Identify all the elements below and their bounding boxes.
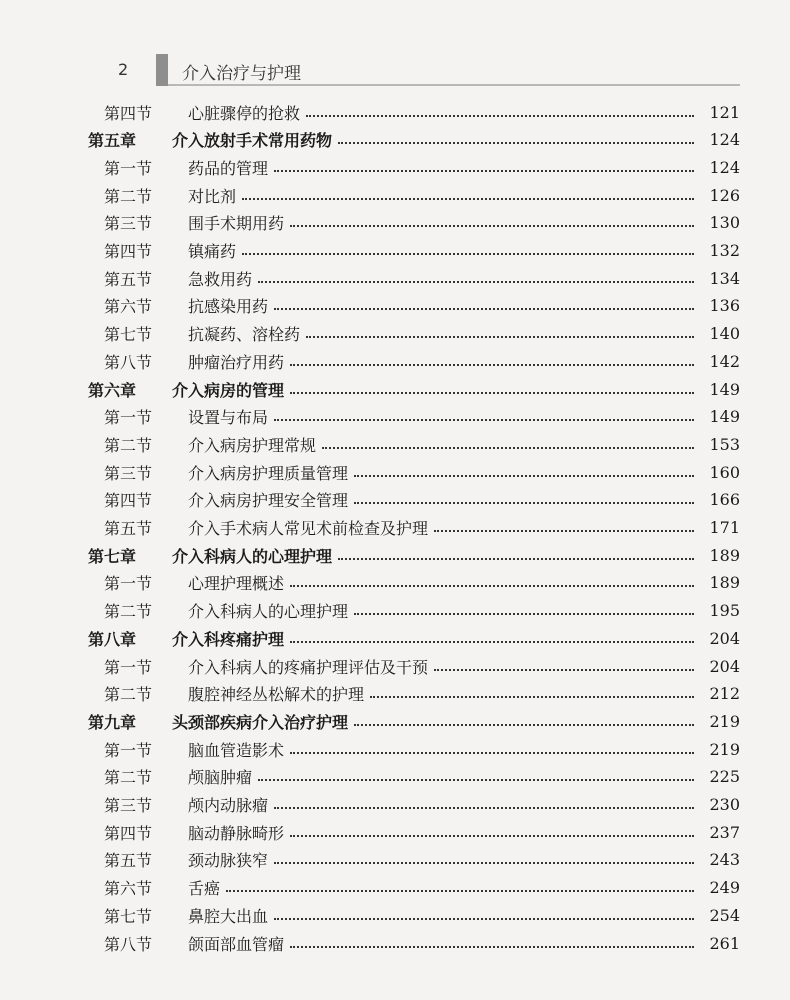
toc-entry-title: 介入手术病人常见术前检查及护理 bbox=[188, 519, 429, 538]
toc-entry-number: 第五节 bbox=[104, 269, 153, 289]
toc-entry-title: 舌癌 bbox=[188, 879, 221, 899]
dot-leader bbox=[290, 224, 694, 227]
toc-entry-number: 第一节 bbox=[104, 740, 153, 760]
toc-entry-number: 第六章 bbox=[88, 380, 137, 400]
toc-entry-page: 166 bbox=[709, 490, 740, 510]
toc-entry-page: 254 bbox=[709, 905, 740, 925]
dot-leader bbox=[290, 834, 694, 837]
dot-leader bbox=[338, 557, 694, 560]
dot-leader bbox=[226, 889, 694, 892]
toc-entry-page: 130 bbox=[709, 213, 740, 233]
toc-entry-page: 225 bbox=[709, 767, 740, 787]
toc-entry-number: 第九章 bbox=[88, 712, 137, 732]
toc-section-entry bbox=[104, 516, 740, 540]
toc-section-entry bbox=[104, 820, 740, 844]
toc-section-entry bbox=[104, 848, 740, 872]
toc-entry-title: 药品的管理 bbox=[188, 158, 269, 178]
toc-entry-title: 介入科病人的心理护理 bbox=[172, 546, 333, 566]
dot-leader bbox=[274, 861, 694, 864]
toc-entry-number: 第八节 bbox=[104, 934, 153, 954]
toc-section-entry bbox=[104, 599, 740, 623]
toc-entry-page: 126 bbox=[709, 185, 740, 205]
toc-section-entry bbox=[104, 239, 740, 263]
dot-leader bbox=[258, 778, 694, 781]
toc-entry-title: 颌面部血管瘤 bbox=[188, 934, 285, 954]
dot-leader bbox=[306, 335, 694, 338]
toc-entry-title: 介入病房护理安全管理 bbox=[188, 491, 349, 511]
dot-leader bbox=[274, 169, 694, 172]
toc-entry-number: 第三节 bbox=[104, 214, 153, 234]
toc-section-entry bbox=[104, 183, 740, 207]
toc-entry-page: 261 bbox=[709, 933, 740, 953]
toc-entry-page: 230 bbox=[709, 795, 740, 814]
toc-entry-page: 149 bbox=[709, 407, 740, 427]
toc-entry-title: 围手术期用药 bbox=[188, 214, 285, 234]
toc-section-entry bbox=[104, 266, 740, 290]
toc-entry-number: 第三节 bbox=[104, 796, 153, 815]
toc-entry-number: 第一节 bbox=[104, 657, 153, 677]
toc-section-entry bbox=[104, 903, 740, 927]
toc-entry-title: 肿瘤治疗用药 bbox=[188, 352, 285, 372]
toc-entry-number: 第五节 bbox=[104, 519, 153, 538]
toc-entry-number: 第四节 bbox=[104, 103, 153, 123]
toc-section-entry bbox=[104, 793, 740, 817]
toc-entry-page: 204 bbox=[709, 628, 740, 648]
toc-entry-title: 抗感染用药 bbox=[188, 297, 269, 317]
toc-entry-page: 121 bbox=[709, 102, 740, 122]
toc-entry-title: 介入科病人的疼痛护理评估及干预 bbox=[188, 657, 429, 677]
toc-entry-number: 第八章 bbox=[88, 629, 137, 649]
toc-entry-page: 243 bbox=[709, 850, 740, 870]
dot-leader bbox=[290, 945, 694, 948]
toc-entry-number: 第六节 bbox=[104, 297, 153, 317]
toc-entry-number: 第二节 bbox=[104, 435, 153, 455]
toc-section-entry bbox=[104, 460, 740, 484]
toc-entry-page: 204 bbox=[709, 656, 740, 676]
toc-entry-page: 149 bbox=[709, 379, 740, 399]
toc-entry-title: 鼻腔大出血 bbox=[188, 906, 269, 926]
toc-entry-number: 第三节 bbox=[104, 463, 153, 483]
toc-chapter-entry bbox=[88, 377, 740, 401]
toc-entry-number: 第八节 bbox=[104, 352, 153, 372]
toc-section-entry bbox=[104, 349, 740, 373]
toc-entry-number: 第二节 bbox=[104, 768, 153, 788]
dot-leader bbox=[354, 474, 694, 477]
dot-leader bbox=[290, 363, 694, 366]
toc-section-entry bbox=[104, 211, 740, 235]
book-title: 介入治疗与护理 bbox=[182, 64, 301, 84]
toc-entry-number: 第四节 bbox=[104, 491, 153, 511]
dot-leader bbox=[242, 197, 694, 200]
toc-entry-title: 头颈部疾病介入治疗护理 bbox=[172, 712, 349, 732]
dot-leader bbox=[354, 612, 694, 615]
toc-entry-number: 第二节 bbox=[104, 685, 153, 705]
toc-entry-page: 189 bbox=[709, 573, 740, 593]
toc-section-entry bbox=[104, 682, 740, 706]
dot-leader bbox=[338, 141, 694, 144]
toc-chapter-entry bbox=[88, 626, 740, 650]
toc-entry-page: 142 bbox=[709, 351, 740, 371]
dot-leader bbox=[258, 280, 694, 283]
dot-leader bbox=[354, 501, 694, 504]
dot-leader bbox=[370, 695, 694, 698]
dot-leader bbox=[242, 252, 694, 255]
toc-section-entry bbox=[104, 876, 740, 900]
toc-entry-page: 132 bbox=[709, 241, 740, 260]
toc-entry-number: 第四节 bbox=[104, 242, 153, 261]
dot-leader bbox=[274, 418, 694, 421]
toc-chapter-entry bbox=[88, 128, 740, 152]
toc-section-entry bbox=[104, 765, 740, 789]
toc-entry-page: 237 bbox=[709, 822, 740, 842]
toc-entry-title: 介入病房护理常规 bbox=[188, 435, 317, 455]
toc-entry-title: 介入放射手术常用药物 bbox=[172, 131, 333, 151]
toc-entry-page: 136 bbox=[709, 296, 740, 316]
toc-entry-page: 153 bbox=[709, 434, 740, 454]
toc-entry-title: 心脏骤停的抢救 bbox=[188, 103, 301, 123]
toc-entry-title: 介入科疼痛护理 bbox=[172, 629, 285, 649]
dot-leader bbox=[274, 307, 694, 310]
toc-section-entry bbox=[104, 322, 740, 346]
toc-section-entry bbox=[104, 488, 740, 512]
toc-entry-title: 颅内动脉瘤 bbox=[188, 796, 269, 815]
toc-entry-page: 219 bbox=[709, 739, 740, 759]
dot-leader bbox=[434, 529, 694, 532]
dot-leader bbox=[306, 114, 694, 117]
toc-chapter-entry bbox=[88, 709, 740, 733]
toc-entry-number: 第五节 bbox=[104, 851, 153, 871]
toc-section-entry bbox=[104, 737, 740, 761]
toc-section-entry bbox=[104, 571, 740, 595]
toc-section-entry bbox=[104, 405, 740, 429]
dot-leader bbox=[354, 723, 694, 726]
toc-entry-title: 抗凝药、溶栓药 bbox=[188, 325, 301, 345]
toc-entry-title: 设置与布局 bbox=[188, 408, 269, 428]
dot-leader bbox=[274, 806, 694, 809]
toc-section-entry bbox=[104, 432, 740, 456]
toc-entry-number: 第四节 bbox=[104, 823, 153, 843]
toc-entry-number: 第五章 bbox=[88, 131, 137, 151]
toc-entry-number: 第七节 bbox=[104, 906, 153, 926]
dot-leader bbox=[322, 446, 694, 449]
toc-entry-page: 160 bbox=[709, 462, 740, 482]
toc-entry-number: 第二节 bbox=[104, 186, 153, 206]
toc-entry-title: 介入科病人的心理护理 bbox=[188, 602, 349, 622]
toc-entry-page: 140 bbox=[709, 324, 740, 344]
toc-section-entry bbox=[104, 654, 740, 678]
toc-entry-title: 心理护理概述 bbox=[188, 574, 285, 594]
toc-entry-page: 124 bbox=[709, 157, 740, 177]
dot-leader bbox=[290, 584, 694, 587]
toc-chapter-entry bbox=[88, 543, 740, 567]
toc-entry-title: 介入病房的管理 bbox=[172, 380, 285, 400]
toc-entry-page: 189 bbox=[709, 545, 740, 565]
toc-entry-title: 脑血管造影术 bbox=[188, 740, 285, 760]
toc-entry-number: 第二节 bbox=[104, 602, 153, 622]
toc-entry-page: 124 bbox=[709, 130, 740, 150]
toc-entry-page: 195 bbox=[709, 601, 740, 621]
toc-entry-number: 第七节 bbox=[104, 325, 153, 345]
toc-entry-number: 第一节 bbox=[104, 574, 153, 594]
dot-leader bbox=[290, 751, 694, 754]
toc-entry-page: 171 bbox=[709, 518, 740, 537]
toc-section-entry bbox=[104, 931, 740, 955]
toc-entry-title: 腹腔神经丛松解术的护理 bbox=[188, 685, 365, 705]
toc-entry-title: 镇痛药 bbox=[188, 242, 237, 261]
toc-entry-page: 219 bbox=[709, 711, 740, 731]
toc-entry-number: 第七章 bbox=[88, 546, 137, 566]
toc-entry-title: 颈动脉狭窄 bbox=[188, 851, 269, 871]
toc-section-entry bbox=[104, 100, 740, 124]
dot-leader bbox=[434, 668, 694, 671]
toc-entry-title: 颅脑肿瘤 bbox=[188, 768, 253, 788]
toc-entry-page: 212 bbox=[709, 684, 740, 704]
toc-entry-number: 第一节 bbox=[104, 408, 153, 428]
toc-entry-title: 脑动静脉畸形 bbox=[188, 823, 285, 843]
toc-section-entry bbox=[104, 294, 740, 318]
toc-entry-number: 第六节 bbox=[104, 879, 153, 899]
page-number: 2 bbox=[118, 60, 129, 79]
dot-leader bbox=[290, 391, 694, 394]
toc-section-entry bbox=[104, 155, 740, 179]
toc-entry-page: 249 bbox=[709, 878, 740, 898]
toc-entry-title: 对比剂 bbox=[188, 186, 237, 206]
toc-entry-page: 134 bbox=[709, 268, 740, 288]
dot-leader bbox=[274, 917, 694, 920]
toc-entry-number: 第一节 bbox=[104, 158, 153, 178]
toc-entry-title: 介入病房护理质量管理 bbox=[188, 463, 349, 483]
dot-leader bbox=[290, 640, 694, 643]
toc-entry-title: 急救用药 bbox=[188, 269, 253, 289]
